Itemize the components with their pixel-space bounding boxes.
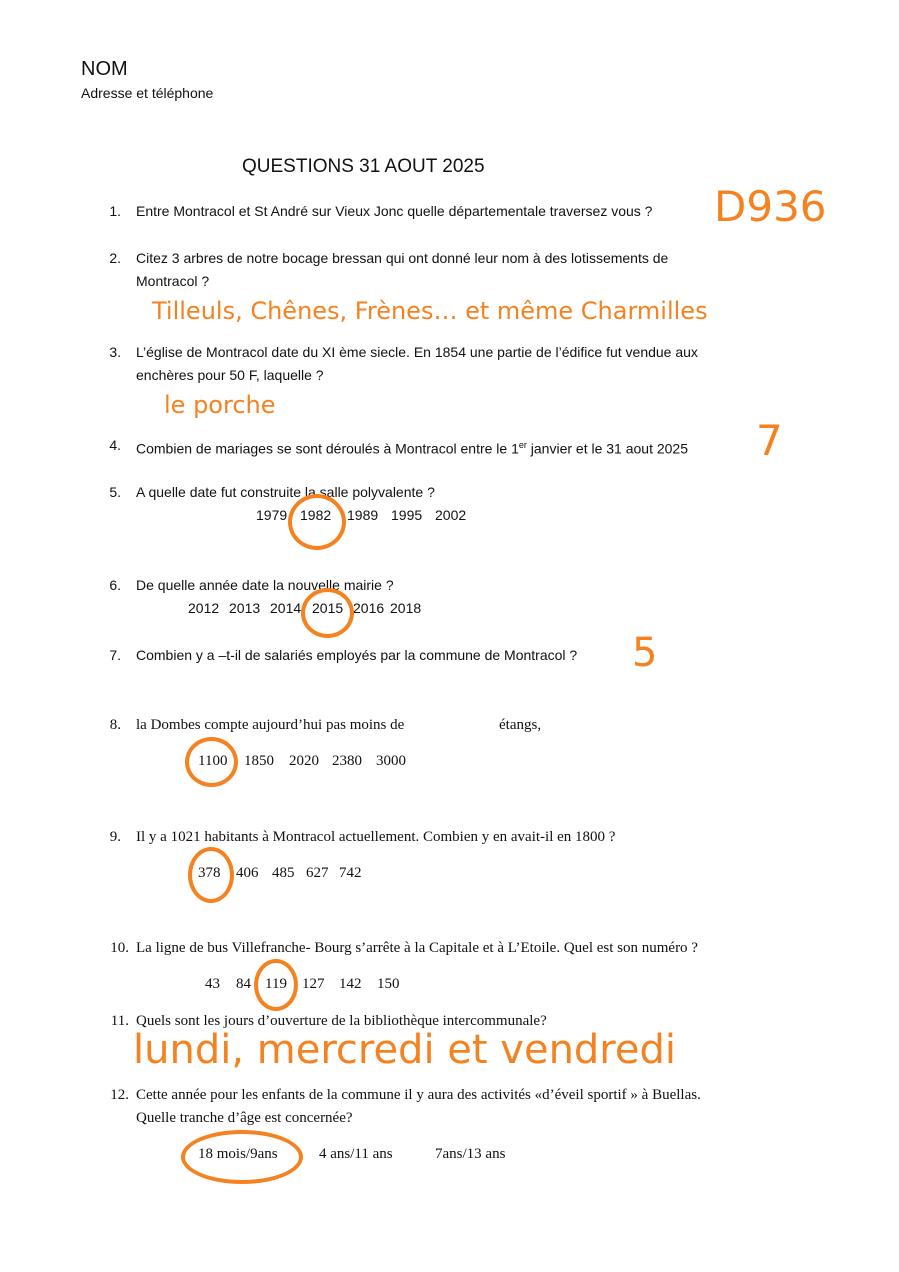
question-text: Combien de mariages se sont déroulés à Montracol entre le 1	[136, 440, 519, 457]
question-text: Entre Montracol et St André sur Vieux Jonc quelle départementale traversez vous ?	[136, 203, 653, 219]
option: 2002	[435, 507, 467, 523]
option: 406	[236, 865, 259, 881]
question-number: 5.	[109, 484, 121, 500]
option: 2012	[188, 600, 220, 616]
option: 84	[236, 976, 251, 992]
question-text: Combien y a –t-il de salariés employés par la commune de Montracol ?	[136, 647, 578, 663]
option-selected: 2015	[312, 600, 344, 616]
option: 2016	[353, 600, 385, 616]
superscript: er	[518, 440, 527, 450]
option-selected: 119	[265, 976, 287, 992]
option: 150	[377, 976, 400, 992]
question-number: 9.	[109, 829, 121, 845]
question-number: 3.	[109, 344, 121, 360]
option-selected: 378	[198, 865, 221, 881]
option: 43	[205, 976, 220, 992]
option: 1979	[256, 507, 288, 523]
question-number: 7.	[109, 647, 121, 663]
selection-circle	[288, 494, 346, 550]
selection-circle	[181, 1130, 303, 1184]
option-selected: 18 mois/9ans	[198, 1146, 278, 1162]
question-text: De quelle année date la nouvelle mairie ?	[136, 577, 394, 593]
option: 627	[306, 865, 329, 881]
answer-4: 7	[756, 416, 783, 465]
question-text-end: étangs,	[499, 717, 542, 733]
question-number: 1.	[109, 203, 121, 219]
question-text: Il y a 1021 habitants à Montracol actuellement. Combien y en avait-il en 1800 ?	[136, 829, 616, 845]
question-text-line2: Montracol ?	[136, 273, 210, 289]
option: 1989	[347, 507, 379, 523]
answer-1: D936	[714, 182, 827, 231]
option: 1850	[244, 753, 274, 769]
page-title: QUESTIONS 31 AOUT 2025	[242, 156, 485, 177]
option: 2013	[229, 600, 261, 616]
question-text: Citez 3 arbres de notre bocage bressan qui ont donné leur nom à des lotissements de	[136, 250, 669, 266]
selection-circle	[185, 737, 238, 787]
option: 3000	[376, 753, 406, 769]
question-number: 12.	[110, 1087, 129, 1103]
option-selected: 1100	[198, 753, 228, 769]
question-number: 10.	[110, 940, 129, 956]
selection-circle	[301, 588, 354, 638]
header-name: NOM	[81, 58, 128, 80]
option: 2380	[332, 753, 362, 769]
selection-circle	[188, 847, 234, 903]
option: 2018	[390, 600, 422, 616]
question-number: 4.	[109, 437, 121, 453]
option: 4 ans/11 ans	[319, 1146, 393, 1162]
question-text: La ligne de bus Villefranche- Bourg s’arrête à la Capitale et à L’Etoile. Quel est son numéro ?	[136, 940, 698, 956]
option: 742	[339, 865, 362, 881]
option: 485	[272, 865, 295, 881]
answer-3: le porche	[164, 391, 276, 419]
question-text: la Dombes compte aujourd’hui pas moins de	[136, 717, 405, 733]
question-number: 8.	[109, 717, 121, 733]
question-text-line2: enchères pour 50 F, laquelle ?	[136, 367, 324, 383]
option: 2014	[270, 600, 302, 616]
answer-7: 5	[632, 630, 658, 676]
option: 1995	[391, 507, 423, 523]
answer-11: lundi, mercredi et vendredi	[133, 1027, 676, 1073]
question-text-line2: Quelle tranche d’âge est concernée?	[136, 1110, 353, 1126]
question-text: Cette année pour les enfants de la commune il y aura des activités «d’éveil sportif » à Buellas.	[136, 1087, 701, 1103]
option: 142	[339, 976, 362, 992]
option-selected: 1982	[300, 507, 332, 523]
answer-2: Tilleuls, Chênes, Frènes… et même Charmilles	[152, 297, 708, 325]
header-address: Adresse et téléphone	[81, 85, 214, 101]
question-number: 6.	[109, 577, 121, 593]
question-text: L’église de Montracol date du XI ème siecle. En 1854 une partie de l’édifice fut vendue aux	[136, 344, 698, 360]
option: 7ans/13 ans	[435, 1146, 506, 1162]
option: 127	[302, 976, 325, 992]
question-text-end: janvier et le 31 aout 2025	[526, 440, 689, 457]
question-number: 2.	[109, 250, 121, 266]
selection-circle	[254, 959, 298, 1011]
question-text: A quelle date fut construite la salle polyvalente ?	[136, 484, 435, 500]
option: 2020	[289, 753, 319, 769]
question-number: 11.	[110, 1013, 129, 1029]
question-text: Quels sont les jours d’ouverture de la bibliothèque intercommunale?	[136, 1013, 547, 1029]
